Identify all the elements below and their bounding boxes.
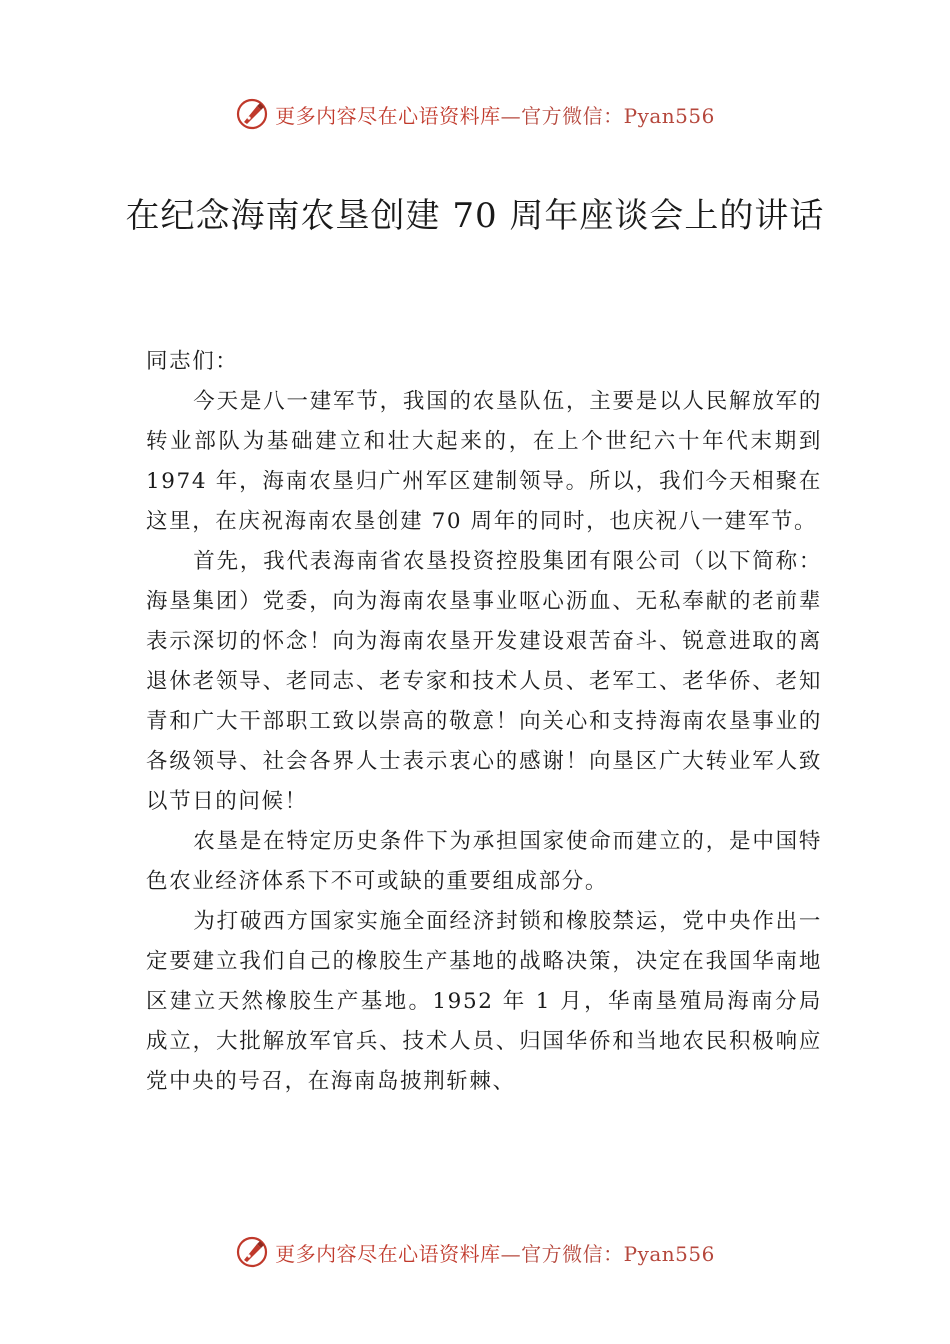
paragraph: 为打破西方国家实施全面经济封锁和橡胶禁运，党中央作出一定要建立我们自己的橡胶生产基地的战略决策，决定在我国华南地区建立天然橡胶生产基地。1952 年 1 月，华南垦殖局海南分局成立，大批解放军官兵、技术人员、归国华侨和当地农民积极响应党中央的号召，在海南岛披荆斩棘、 (146, 909, 822, 1094)
paragraph: 今天是八一建军节，我国的农垦队伍，主要是以人民解放军的转业部队为基础建立和壮大起来的，在上个世纪六十年代末期到 1974 年，海南农垦归广州军区建制领导。所以，我们今天相聚在这里，在庆祝海南农垦创建 70 周年的同时，也庆祝八一建军节。 (146, 389, 822, 534)
document-title: 在纪念海南农垦创建 70 周年座谈会上的讲话 (125, 196, 825, 236)
document-body (146, 342, 822, 1102)
footer-watermark-banner (0, 1232, 950, 1272)
watermark-text (275, 1238, 715, 1267)
pen-nib-logo-icon (235, 1235, 269, 1269)
header-watermark-banner (0, 94, 950, 134)
pen-nib-logo-icon (235, 97, 269, 131)
paragraph: 农垦是在特定历史条件下为承担国家使命而建立的，是中国特色农业经济体系下不可或缺的重要组成部分。 (146, 829, 822, 894)
watermark-text-rest: —官方微信：Pyan556 (500, 1241, 715, 1266)
paragraph: 首先，我代表海南省农垦投资控股集团有限公司（以下简称：海垦集团）党委，向为海南农垦事业呕心沥血、无私奉献的老前辈表示深切的怀念！向为海南农垦开发建设艰苦奋斗、锐意进取的离退休老领导、老同志、老专家和技术人员、老军工、老华侨、老知青和广大干部职工致以崇高的敬意！向关心和支持海南农垦事业的各级领导、社会各界人士表示衷心的感谢！向垦区广大转业军人致以节日的问候！ (146, 549, 822, 814)
watermark-text-rest: —官方微信：Pyan556 (500, 103, 715, 128)
watermark-text-main: 更多内容尽在心语资料库 (275, 103, 501, 128)
salutation: 同志们： (146, 349, 239, 374)
watermark-text-main: 更多内容尽在心语资料库 (275, 1241, 501, 1266)
watermark-text (275, 100, 715, 129)
